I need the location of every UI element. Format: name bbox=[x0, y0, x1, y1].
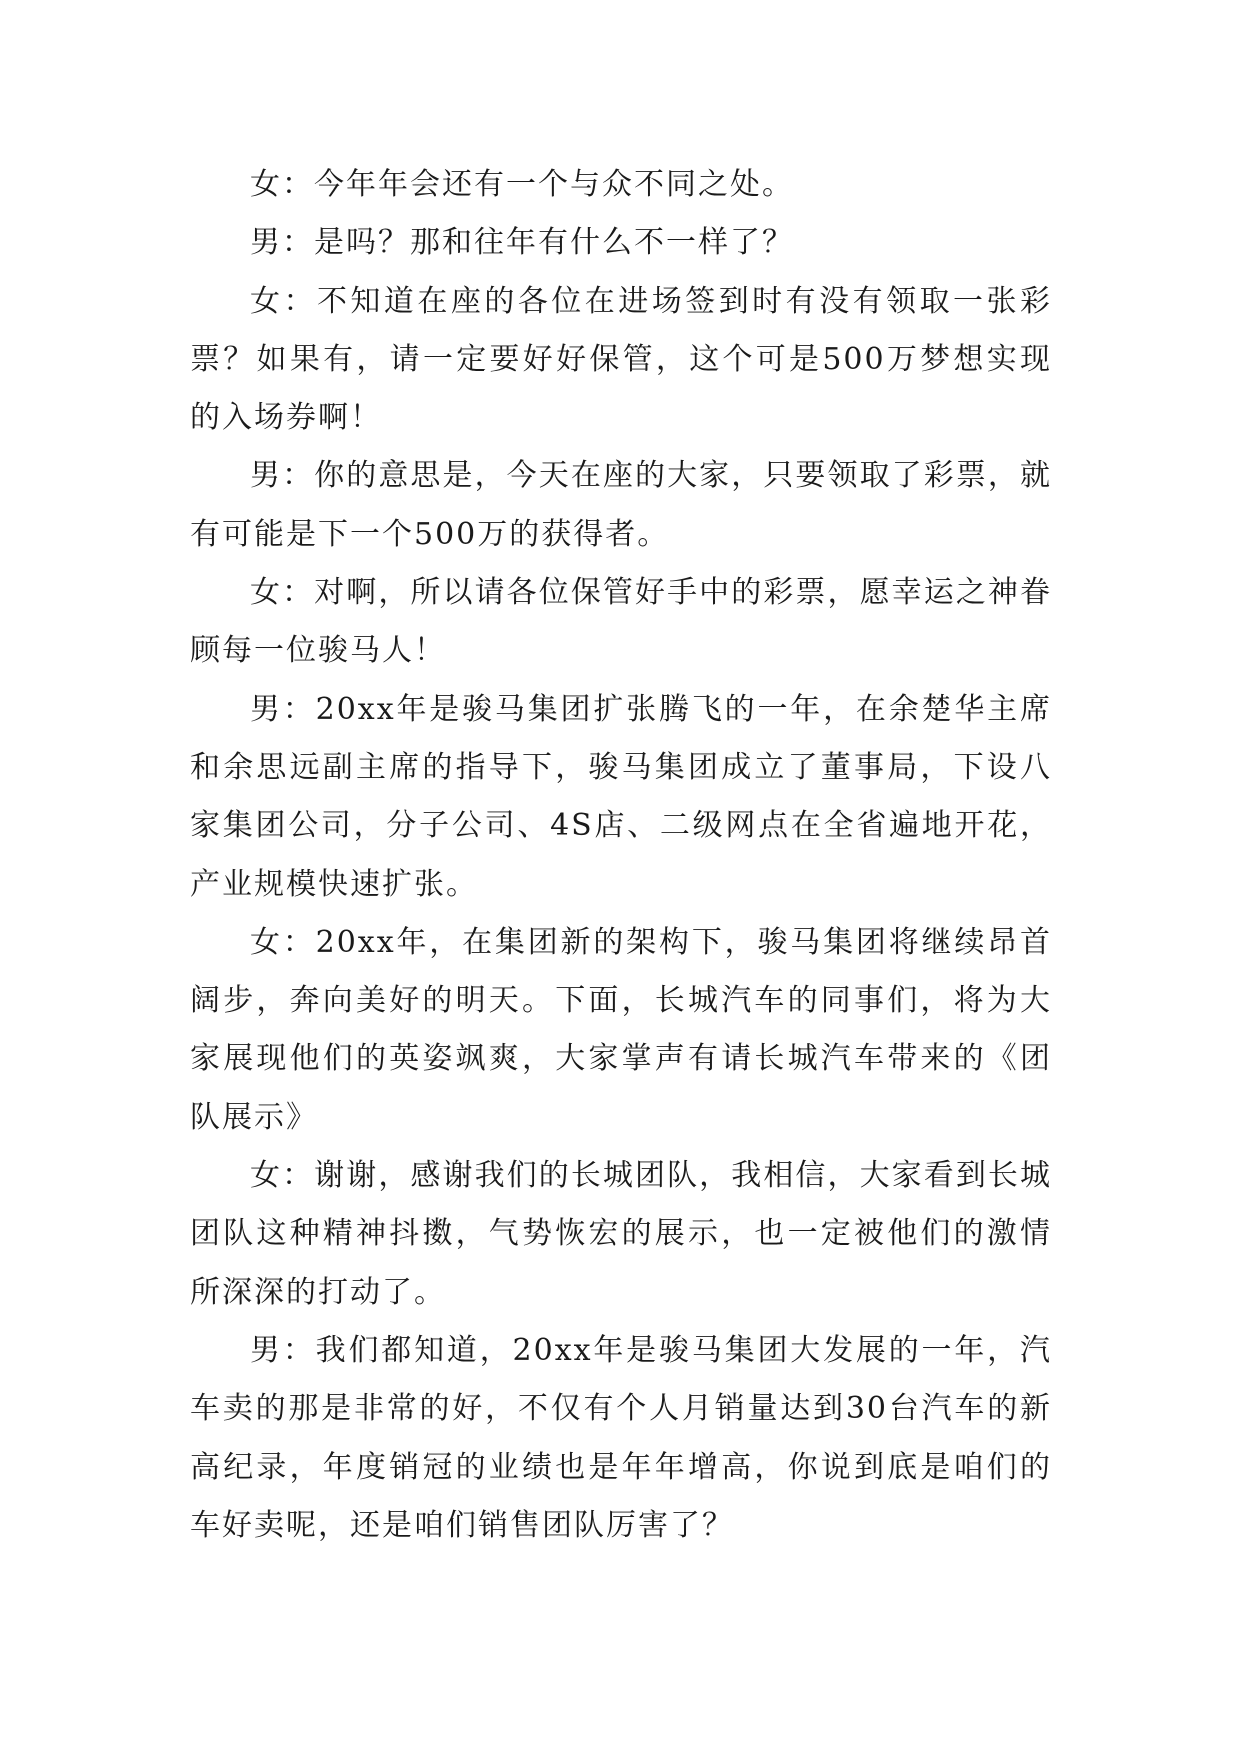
paragraph: 女：不知道在座的各位在进场签到时有没有领取一张彩票？如果有，请一定要好好保管，这个可是500万梦想实现的入场券啊！ bbox=[190, 283, 1052, 436]
paragraph: 男：我们都知道，20xx年是骏马集团大发展的一年，汽车卖的那是非常的好，不仅有个人月销量达到30台汽车的新高纪录，年度销冠的业绩也是年年增高，你说到底是咱们的车好卖呢，还是咱们销售团队厉害了？ bbox=[190, 1332, 1052, 1543]
paragraph: 男：20xx年是骏马集团扩张腾飞的一年，在余楚华主席和余思远副主席的指导下，骏马集团成立了董事局，下设八家集团公司，分子公司、4S店、二级网点在全省遍地开花，产业规模快速扩张。 bbox=[190, 691, 1052, 902]
paragraph: 女：今年年会还有一个与众不同之处。 bbox=[250, 167, 794, 202]
paragraph: 男：你的意思是，今天在座的大家，只要领取了彩票，就有可能是下一个500万的获得者。 bbox=[190, 458, 1052, 552]
paragraph: 女：对啊，所以请各位保管好手中的彩票，愿幸运之神眷顾每一位骏马人！ bbox=[190, 575, 1052, 669]
paragraph: 女：20xx年，在集团新的架构下，骏马集团将继续昂首阔步，奔向美好的明天。下面，长城汽车的同事们，将为大家展现他们的英姿飒爽，大家掌声有请长城汽车带来的《团队展示》 bbox=[190, 924, 1052, 1135]
paragraph: 女：谢谢，感谢我们的长城团队，我相信，大家看到长城团队这种精神抖擞，气势恢宏的展示，也一定被他们的激情所深深的打动了。 bbox=[190, 1158, 1052, 1310]
paragraph: 男：是吗？那和往年有什么不一样了？ bbox=[250, 225, 794, 261]
document-body bbox=[190, 156, 1052, 1555]
